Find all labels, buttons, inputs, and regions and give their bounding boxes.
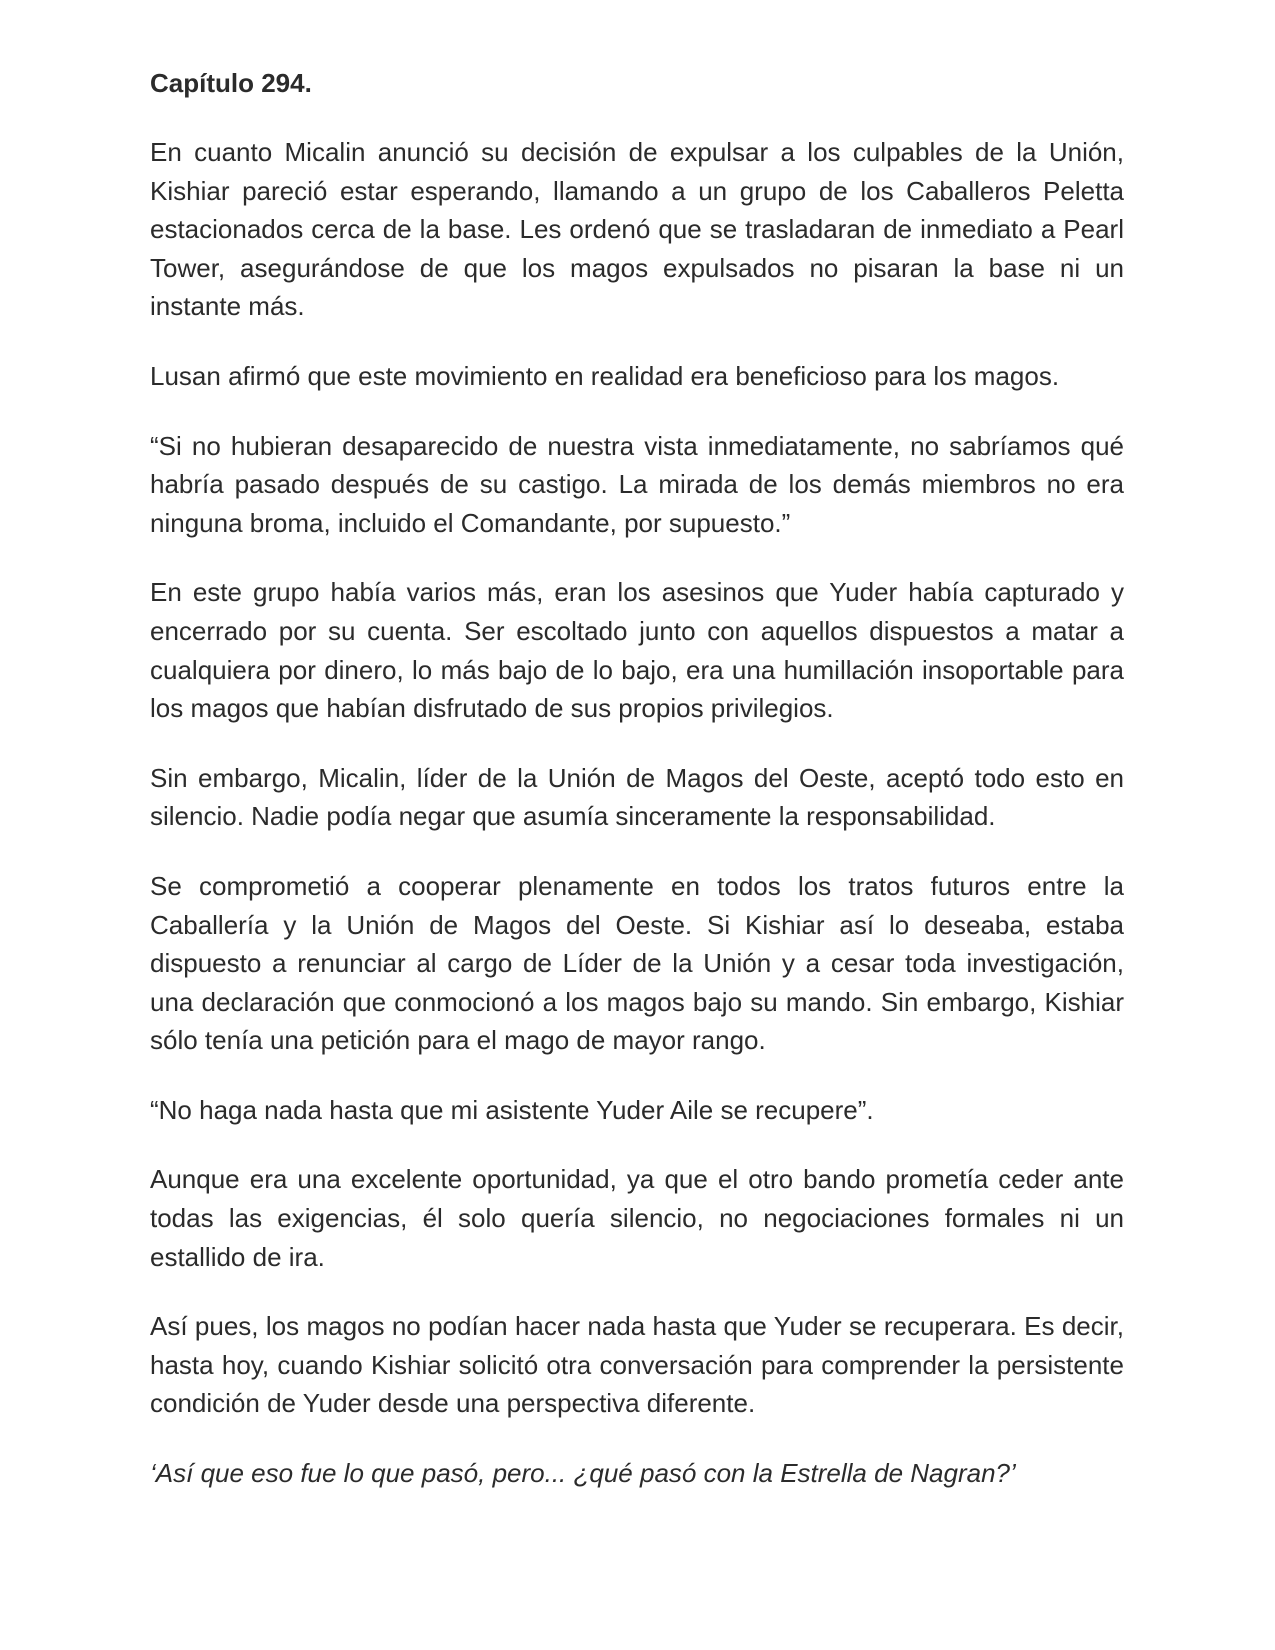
paragraph: “No haga nada hasta que mi asistente Yuder Aile se recupere”. bbox=[150, 1094, 874, 1125]
italic-thought-paragraph: ‘Así que eso fue lo que pasó, pero... ¿qué pasó con la Estrella de Nagran?’ bbox=[150, 1458, 1016, 1489]
paragraph: En este grupo había varios más, eran los asesinos que Yuder había capturado y encerrado por su cuenta. Ser escoltado junto con aquellos dispuestos a matar a cualquiera por dinero, lo más bajo de lo bajo, era una humillación insoportable para los magos que habían disfrutado de sus propios privilegios. bbox=[150, 577, 1124, 724]
paragraph: Se comprometió a cooperar plenamente en todos los tratos futuros entre la Caballería y la Unión de Magos del Oeste. Si Kishiar así lo deseaba, estaba dispuesto a renunciar al cargo de Líder de la Unión y a cesar toda investigación, una declaración que conmocionó a los magos bajo su mando. Sin embargo, Kishiar sólo tenía una petición para el mago de mayor rango. bbox=[150, 870, 1124, 1056]
paragraph: Aunque era una excelente oportunidad, ya que el otro bando prometía ceder ante todas las exigencias, él solo quería silencio, no negociaciones formales ni un estallido de ira. bbox=[150, 1164, 1124, 1272]
chapter-title: Capítulo 294. bbox=[150, 68, 312, 98]
paragraph: Sin embargo, Micalin, líder de la Unión de Magos del Oeste, aceptó todo esto en silencio. Nadie podía negar que asumía sinceramente la responsabilidad. bbox=[150, 762, 1124, 832]
paragraph: Lusan afirmó que este movimiento en realidad era beneficioso para los magos. bbox=[150, 360, 1060, 391]
paragraph: Así pues, los magos no podían hacer nada hasta que Yuder se recuperara. Es decir, hasta hoy, cuando Kishiar solicitó otra conversación para comprender la persistente condición de Yuder desde una perspectiva diferente. bbox=[150, 1311, 1124, 1419]
paragraph: En cuanto Micalin anunció su decisión de expulsar a los culpables de la Unión, Kishiar pareció estar esperando, llamando a un grupo de los Caballeros Peletta estacionados cerca de la base. Les ordenó que se trasladaran de inmediato a Pearl Tower, asegurándose de que los magos expulsados no pisaran la base ni un instante más. bbox=[150, 137, 1124, 322]
document-page bbox=[150, 64, 1124, 1524]
paragraph: “Si no hubieran desaparecido de nuestra vista inmediatamente, no sabríamos qué habría pasado después de su castigo. La mirada de los demás miembros no era ninguna broma, incluido el Comandante, por supuesto.” bbox=[150, 430, 1124, 538]
